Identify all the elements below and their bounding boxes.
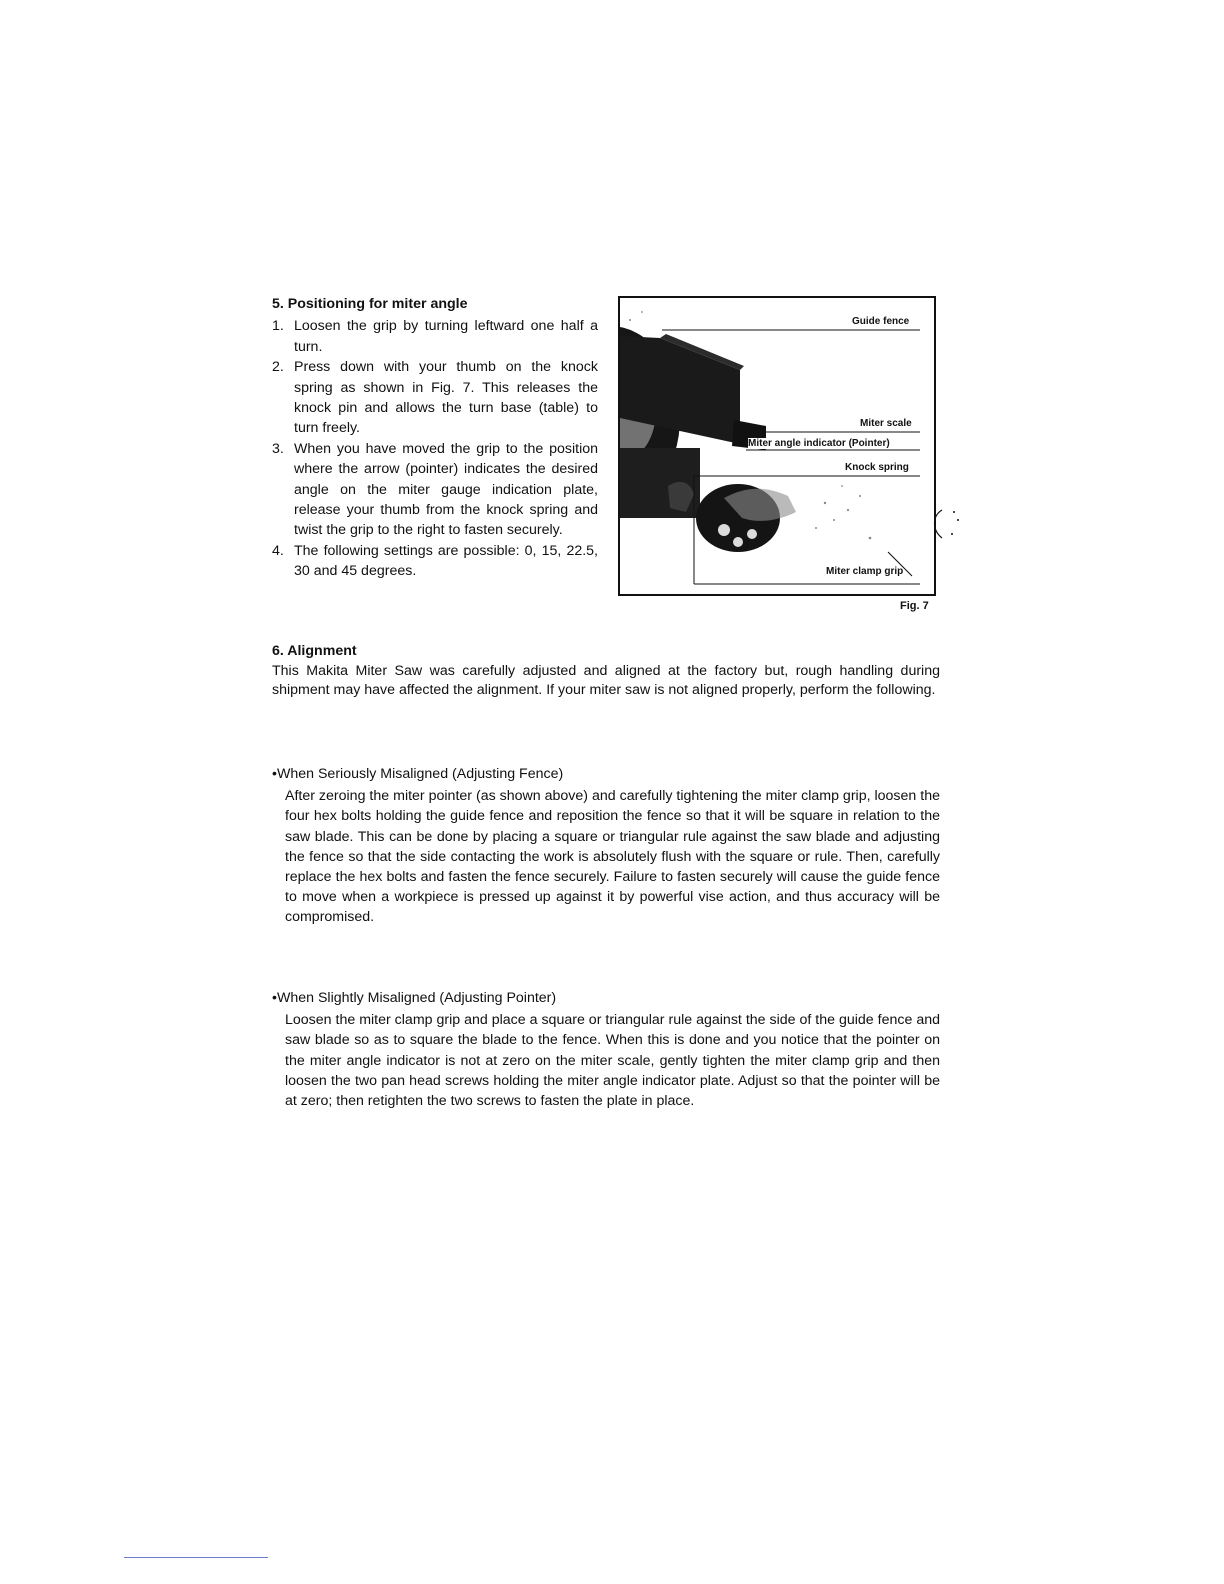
step-number: 2. (272, 359, 284, 376)
list-item (272, 357, 598, 439)
list-item (272, 316, 598, 357)
subsection-slightly-misaligned (272, 988, 940, 1111)
step-number: 4. (272, 542, 284, 559)
section-6-heading: 6. Alignment (272, 643, 357, 659)
margin-mark-icon (928, 498, 962, 548)
alignment-intro: This Makita Miter Saw was carefully adjusted and aligned at the factory but, rough handling during shipment may have affected the alignment. If your miter saw is not aligned properly, perform the following. (272, 662, 940, 698)
subsection-title: •When Slightly Misaligned (Adjusting Pointer) (272, 990, 557, 1006)
step-number: 1. (272, 318, 284, 335)
list-item (272, 541, 598, 582)
section-alignment (272, 642, 940, 701)
footer-rule (124, 1557, 268, 1558)
step-text: Press down with your thumb on the knock spring as shown in Fig. 7. This releases the knock pin and allows the turn base (table) to turn freely. (294, 359, 598, 437)
subsection-title: •When Seriously Misaligned (Adjusting Fence) (272, 766, 564, 782)
figure-caption: Fig. 7 (900, 600, 929, 612)
section-5-heading: 5. Positioning for miter angle (272, 296, 468, 312)
step-text: The following settings are possible: 0, 15, 22.5, 30 and 45 degrees. (294, 542, 598, 580)
label-miter-angle-indicator: Miter angle indicator (Pointer) (748, 438, 890, 449)
step-text: Loosen the grip by turning leftward one half a turn. (294, 318, 598, 355)
section-positioning-miter-angle (272, 294, 598, 582)
subsection-seriously-misaligned (272, 764, 940, 928)
label-knock-spring: Knock spring (845, 462, 909, 473)
subsection-body: Loosen the miter clamp grip and place a square or triangular rule against the side of the guide fence and saw blade so as to square the blade to the fence. When this is done and you notice that the pointer on the miter angle indicator is not at zero on the miter scale, gently tighten the miter clamp grip and then loosen the two pan head screws holding the miter angle indicator plate. Adjust so that the pointer will be at zero; then retighten the two screws to fasten the plate in place. (285, 1012, 940, 1110)
figure-7-photo (618, 296, 936, 596)
subsection-body: After zeroing the miter pointer (as shown above) and carefully tightening the miter clamp grip, loosen the four hex bolts holding the guide fence and reposition the fence so that it will be square in relation to the saw blade. This can be done by placing a square or triangular rule against the saw blade and adjusting the fence so that the side contacting the work is absolutely flush with the square or rule. Then, carefully replace the hex bolts and fasten the fence securely. Failure to fasten securely will cause the guide fence to move when a workpiece is pressed up against it by powerful vise action, and thus accuracy will be compromised. (285, 788, 940, 926)
steps-list (272, 316, 598, 581)
step-text: When you have moved the grip to the position where the arrow (pointer) indicates the desired angle on the miter gauge indication plate, release your thumb from the knock spring and twist the grip to the right to fasten securely. (294, 440, 598, 539)
label-miter-clamp-grip: Miter clamp grip (826, 566, 904, 577)
list-item (272, 439, 598, 541)
label-guide-fence: Guide fence (852, 316, 910, 327)
label-miter-scale: Miter scale (860, 418, 912, 429)
step-number: 3. (272, 440, 284, 457)
